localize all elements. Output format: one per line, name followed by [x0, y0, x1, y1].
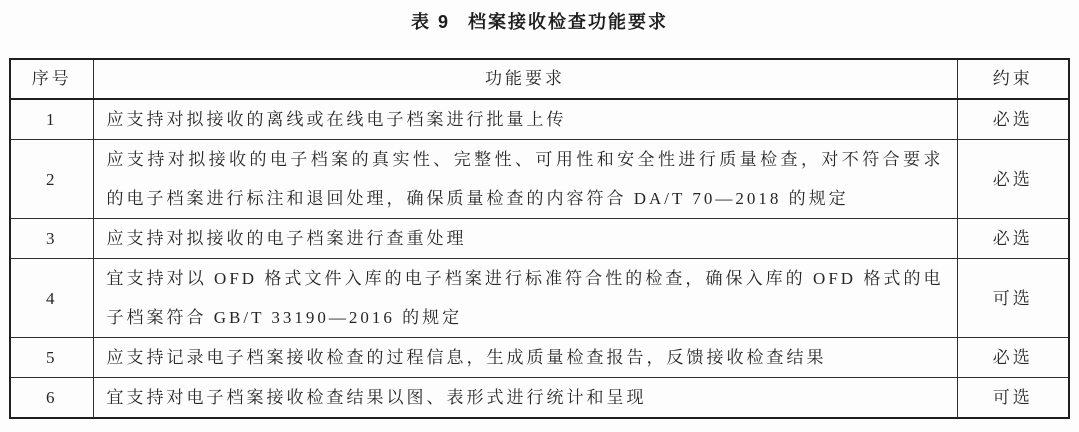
table-header-row	[10, 59, 1069, 99]
constraint-cell: 可选	[957, 259, 1069, 338]
row-number-cell: 2	[10, 140, 93, 219]
requirement-cell: 宜支持对电子档案接收检查结果以图、表形式进行统计和呈现	[93, 378, 957, 419]
table-caption-title: 档案接收检查功能要求	[468, 12, 668, 32]
requirement-cell: 应支持对拟接收的电子档案进行查重处理	[93, 219, 957, 259]
requirement-cell: 应支持记录电子档案接收检查的过程信息，生成质量检查报告，反馈接收检查结果	[93, 338, 957, 378]
row-number-cell: 6	[10, 378, 93, 419]
row-number-cell: 4	[10, 259, 93, 338]
column-header-constraint: 约束	[957, 59, 1069, 99]
column-header-requirement: 功能要求	[93, 59, 957, 99]
requirement-cell: 应支持对拟接收的电子档案的真实性、完整性、可用性和安全性进行质量检查，对不符合要求的电子档案进行标注和退回处理，确保质量检查的内容符合 DA/T 70—2018 的规定	[93, 140, 957, 219]
row-number-cell: 5	[10, 338, 93, 378]
table-row	[10, 99, 1069, 140]
table-header	[10, 59, 1069, 99]
table-row	[10, 140, 1069, 219]
requirement-cell: 应支持对拟接收的离线或在线电子档案进行批量上传	[93, 99, 957, 140]
constraint-cell: 必选	[957, 140, 1069, 219]
table-caption-label: 表 9	[410, 12, 450, 32]
table-body	[10, 99, 1069, 418]
table-row	[10, 378, 1069, 419]
constraint-cell: 必选	[957, 99, 1069, 140]
table-caption	[0, 0, 1079, 39]
row-number-cell: 1	[10, 99, 93, 140]
requirement-cell: 宜支持对以 OFD 格式文件入库的电子档案进行标准符合性的检查，确保入库的 OFD 格式的电子档案符合 GB/T 33190—2016 的规定	[93, 259, 957, 338]
constraint-cell: 必选	[957, 219, 1069, 259]
requirements-table	[9, 58, 1070, 419]
constraint-cell: 必选	[957, 338, 1069, 378]
table-row	[10, 259, 1069, 338]
table-row	[10, 338, 1069, 378]
table-row	[10, 219, 1069, 259]
column-header-no: 序号	[10, 59, 93, 99]
row-number-cell: 3	[10, 219, 93, 259]
constraint-cell: 可选	[957, 378, 1069, 419]
